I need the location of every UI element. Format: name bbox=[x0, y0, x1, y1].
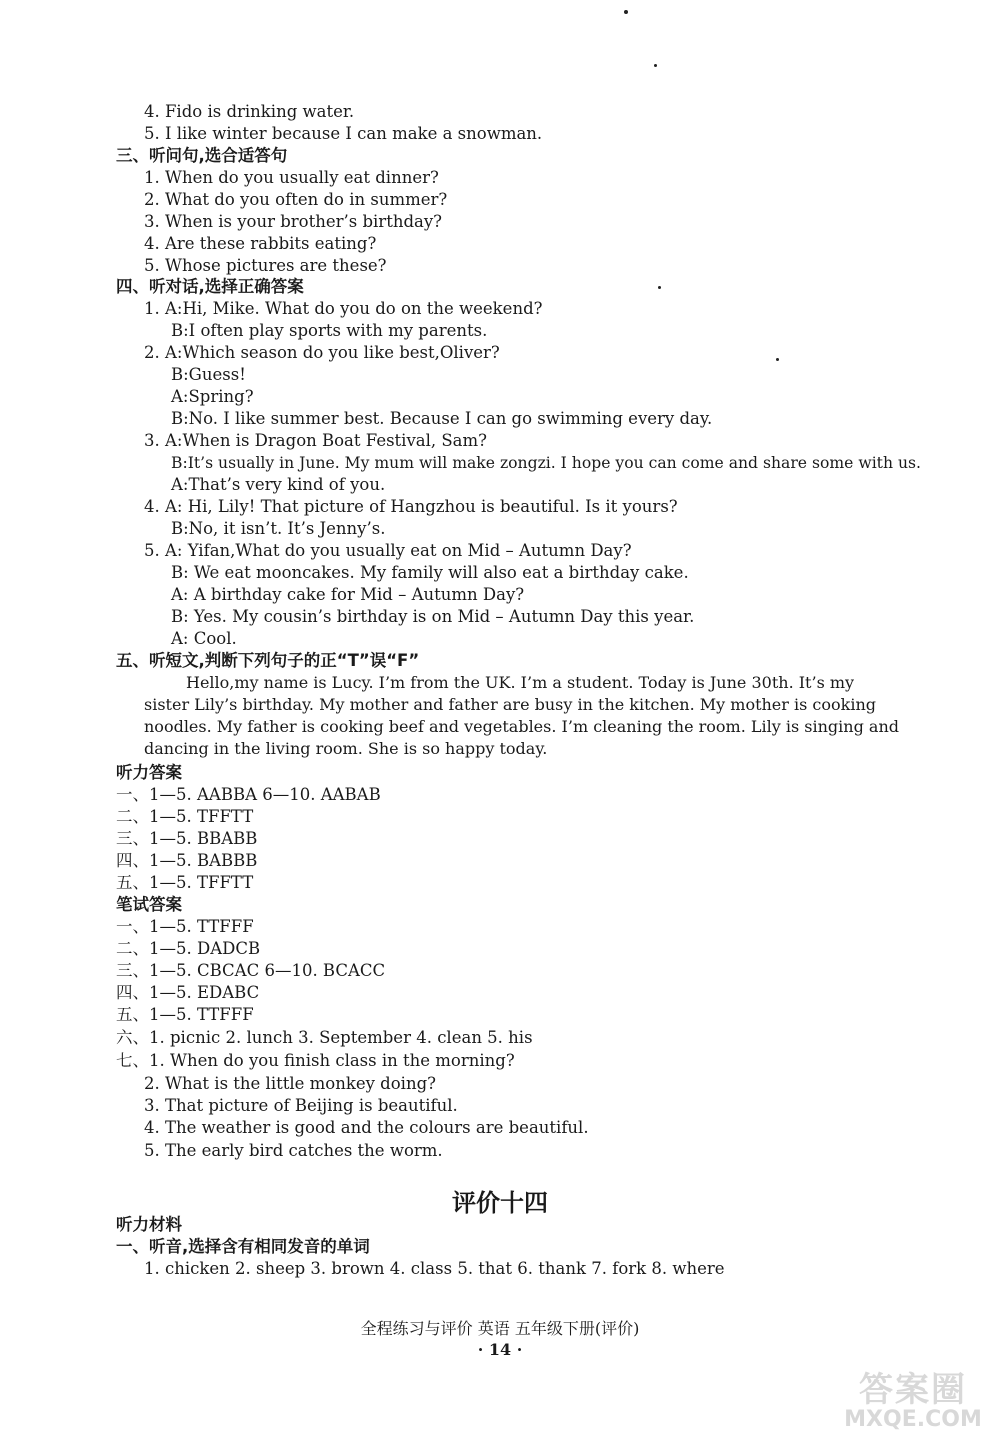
dialogue-line: B:No. I like summer best. Because I can go swimming every day. bbox=[171, 409, 713, 428]
answer-line: 一、1—5. AABBA 6—10. AABAB bbox=[116, 785, 381, 804]
dialogue-line: 5. A: Yifan,What do you usually eat on Mid – Autumn Day? bbox=[144, 541, 632, 560]
dialogue-line: A: A birthday cake for Mid – Autumn Day? bbox=[171, 585, 525, 604]
answer-line: 一、1—5. TTFFF bbox=[116, 917, 254, 936]
print-speck bbox=[654, 64, 657, 67]
answer-line: 五、1—5. TTFFF bbox=[116, 1005, 254, 1024]
paragraph-line: Hello,my name is Lucy. I’m from the UK. I’m a student. Today is June 30th. It’s my bbox=[186, 673, 855, 692]
dialogue-line: 1. A:Hi, Mike. What do you do on the weekend? bbox=[144, 299, 543, 318]
page-number: · 14 · bbox=[477, 1340, 523, 1359]
answer-line: 四、1—5. BABBB bbox=[116, 851, 258, 870]
dialogue-line: B:I often play sports with my parents. bbox=[171, 321, 488, 340]
question-item: 1. When do you usually eat dinner? bbox=[144, 168, 439, 187]
question-item: 4. Are these rabbits eating? bbox=[144, 234, 377, 253]
watermark-logo: 答案圈 MXQE.COM bbox=[844, 1370, 982, 1432]
question-item: 5. Whose pictures are these? bbox=[144, 256, 387, 275]
dialogue-line: B:Guess! bbox=[171, 365, 246, 384]
section-heading: 三、听问句,选合适答句 bbox=[116, 146, 288, 165]
section-heading: 一、听音,选择含有相同发音的单词 bbox=[116, 1237, 370, 1256]
dialogue-line: 4. A: Hi, Lily! That picture of Hangzhou is beautiful. Is it yours? bbox=[144, 497, 678, 516]
question-item: 2. What do you often do in summer? bbox=[144, 190, 448, 209]
dialogue-line: A:Spring? bbox=[171, 387, 254, 406]
print-speck bbox=[658, 286, 661, 289]
text-line: 5. I like winter because I can make a snowman. bbox=[144, 124, 543, 143]
paragraph-line: dancing in the living room. She is so happy today. bbox=[144, 739, 548, 758]
dialogue-line: B: We eat mooncakes. My family will also eat a birthday cake. bbox=[171, 563, 689, 582]
answer-line: 二、1—5. TFFTT bbox=[116, 807, 254, 826]
answer-line: 三、1—5. BBABB bbox=[116, 829, 258, 848]
word-list: 1. chicken 2. sheep 3. brown 4. class 5. that 6. thank 7. fork 8. where bbox=[144, 1259, 725, 1278]
dialogue-line: B:No, it isn’t. It’s Jenny’s. bbox=[171, 519, 386, 538]
paragraph-line: sister Lily’s birthday. My mother and father are busy in the kitchen. My mother is cooking bbox=[144, 695, 877, 714]
answer-line: 七、1. When do you finish class in the morning? bbox=[116, 1051, 515, 1070]
paragraph-line: noodles. My father is cooking beef and vegetables. I’m cleaning the room. Lily is singing and bbox=[144, 717, 899, 736]
print-speck bbox=[624, 10, 628, 14]
section-heading: 四、听对话,选择正确答案 bbox=[116, 277, 304, 296]
question-item: 3. When is your brother’s birthday? bbox=[144, 212, 443, 231]
answer-line: 二、1—5. DADCB bbox=[116, 939, 261, 958]
answers-heading: 听力答案 bbox=[116, 763, 182, 782]
answer-line: 六、1. picnic 2. lunch 3. September 4. clean 5. his bbox=[116, 1028, 533, 1047]
answer-line: 三、1—5. CBCAC 6—10. BCACC bbox=[116, 961, 386, 980]
dialogue-line: A: Cool. bbox=[171, 629, 237, 648]
print-speck bbox=[776, 358, 779, 361]
answer-line: 4. The weather is good and the colours are beautiful. bbox=[144, 1118, 589, 1137]
dialogue-line: B: Yes. My cousin’s birthday is on Mid – Autumn Day this year. bbox=[171, 607, 695, 626]
answer-line: 五、1—5. TFFTT bbox=[116, 873, 254, 892]
section-heading: 五、听短文,判断下列句子的正“T”误“F” bbox=[116, 651, 420, 670]
answer-line: 2. What is the little monkey doing? bbox=[144, 1074, 436, 1093]
section-heading: 听力材料 bbox=[116, 1215, 182, 1234]
dialogue-line: B:It’s usually in June. My mum will make zongzi. I hope you can come and share some with us. bbox=[171, 454, 921, 472]
answer-line: 3. That picture of Beijing is beautiful. bbox=[144, 1096, 458, 1115]
dialogue-line: 3. A:When is Dragon Boat Festival, Sam? bbox=[144, 431, 488, 450]
dialogue-line: A:That’s very kind of you. bbox=[171, 475, 386, 494]
page-title: 评价十四 bbox=[452, 1189, 548, 1217]
answer-line: 四、1—5. EDABC bbox=[116, 983, 260, 1002]
footer-book-title: 全程练习与评价 英语 五年级下册(评价) bbox=[360, 1319, 640, 1338]
answers-heading: 笔试答案 bbox=[116, 895, 182, 914]
answer-line: 5. The early bird catches the worm. bbox=[144, 1141, 443, 1160]
text-line: 4. Fido is drinking water. bbox=[144, 102, 355, 121]
dialogue-line: 2. A:Which season do you like best,Oliver? bbox=[144, 343, 500, 362]
